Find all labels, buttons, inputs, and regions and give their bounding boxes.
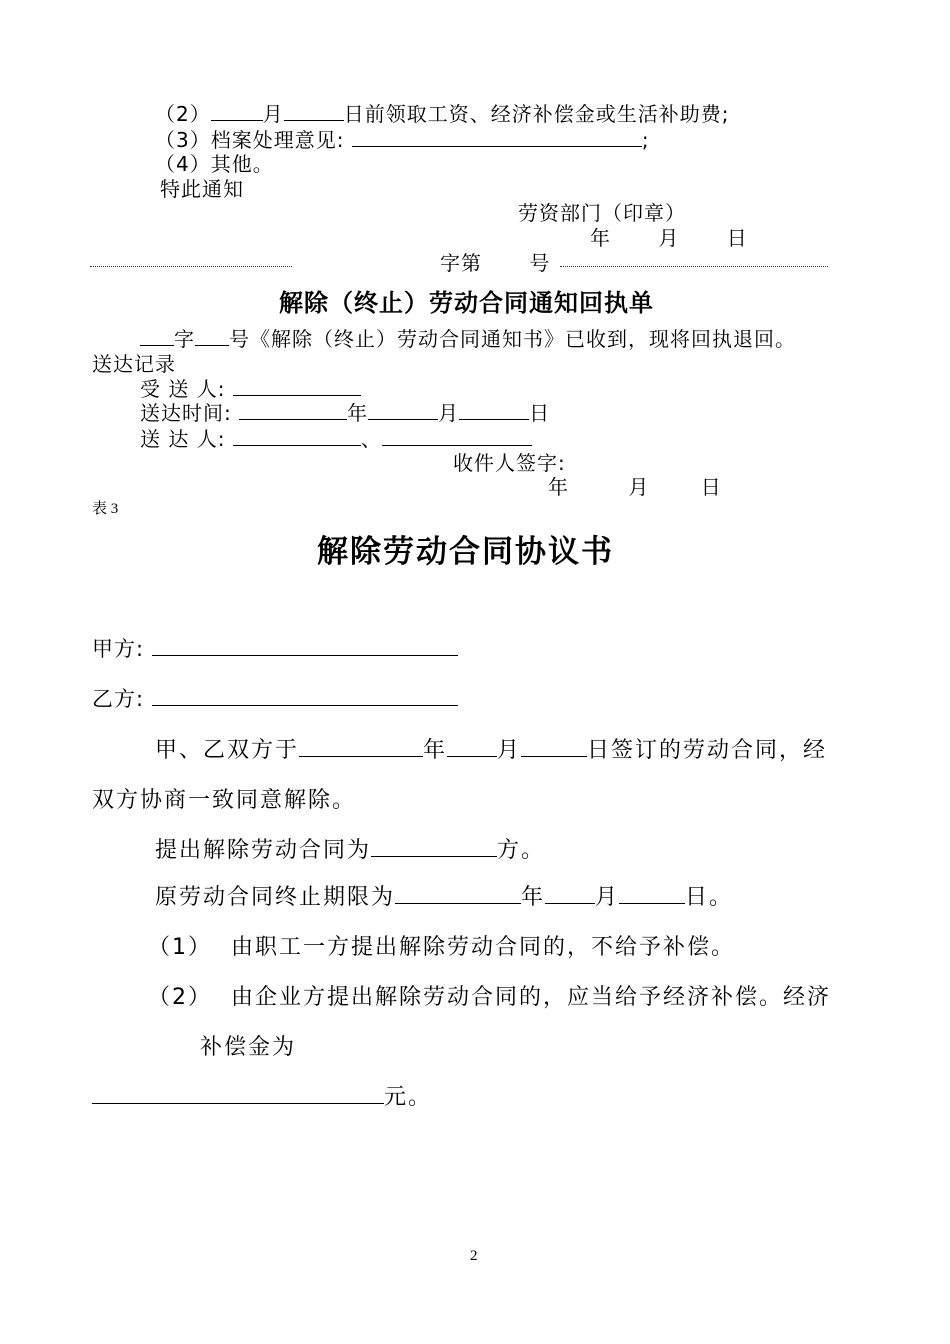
reference-number: 字第 号 xyxy=(440,251,551,275)
blank-party-a xyxy=(152,635,458,656)
sender-row: 送 达 人: 、 xyxy=(140,423,532,452)
term-row: 原劳动合同终止期限为 年 月 日。 xyxy=(155,885,734,910)
table-label: 表 3 xyxy=(92,501,119,517)
blank-zi xyxy=(140,327,174,346)
blank-archive-opinion xyxy=(352,128,642,147)
signature-date: 年 月 日 xyxy=(548,475,722,499)
clause-2: （2） 由企业方提出解除劳动合同的，应当给予经济补偿。经济 xyxy=(148,985,832,1010)
delivery-time-row: 送达时间: 年 月 日 xyxy=(140,401,551,425)
notice-item-3: （3）档案处理意见: ; xyxy=(155,128,650,152)
dept-seal: 劳资部门（印章） xyxy=(518,201,686,225)
blank-time-month xyxy=(368,401,438,420)
cut-line-left xyxy=(90,266,292,267)
blank-proposer xyxy=(371,836,497,857)
blank-compensation xyxy=(92,1083,384,1104)
special-notice: 特此通知 xyxy=(160,177,244,201)
blank-term-month xyxy=(545,883,595,904)
notice-item-2: （2） 月 日前领取工资、经济补偿金或生活补助费; xyxy=(155,102,730,126)
blank-term-day xyxy=(619,883,685,904)
clause-2-cont: 补偿金为 xyxy=(200,1035,297,1060)
blank-sign-year xyxy=(299,736,423,757)
compensation-amount-row: 元。 xyxy=(92,1080,432,1111)
blank-term-year xyxy=(395,883,521,904)
blank-time-day xyxy=(459,401,529,420)
blank-sender-2 xyxy=(382,427,532,446)
blank-recipient xyxy=(233,377,361,396)
clause-1: （1） 由职工一方提出解除劳动合同的，不给予补偿。 xyxy=(148,935,736,960)
record-label: 送达记录 xyxy=(92,352,176,376)
proposer-row: 提出解除劳动合同为 方。 xyxy=(155,838,546,863)
blank-hao xyxy=(195,327,229,346)
notice-item-4: （4）其他。 xyxy=(155,152,274,176)
blank-sender-1 xyxy=(233,427,361,446)
page-number: 2 xyxy=(470,1248,478,1264)
party-a-row: 甲方: xyxy=(92,633,458,663)
receipt-line-1: 字 号《解除（终止）劳动合同通知书》已收到，现将回执退回。 xyxy=(140,323,796,352)
recipient-row: 受 送 人: xyxy=(140,373,361,402)
blank-party-b xyxy=(152,685,458,706)
notice-date: 年 月 日 xyxy=(590,226,748,250)
blank-day xyxy=(284,102,344,121)
receipt-title: 解除（终止）劳动合同通知回执单 xyxy=(279,288,654,317)
agreement-title: 解除劳动合同协议书 xyxy=(317,534,614,570)
cut-line-right xyxy=(560,266,828,267)
signature-label: 收件人签字: xyxy=(453,451,566,475)
blank-month xyxy=(211,102,263,121)
agreement-para-1-cont: 双方协商一致同意解除。 xyxy=(92,788,357,813)
party-b-row: 乙方: xyxy=(92,683,458,713)
agreement-para-1: 甲、乙双方于 年 月 日签订的劳动合同，经 xyxy=(155,738,828,763)
blank-time-year xyxy=(239,401,347,420)
blank-sign-month xyxy=(447,736,497,757)
blank-sign-day xyxy=(521,736,587,757)
